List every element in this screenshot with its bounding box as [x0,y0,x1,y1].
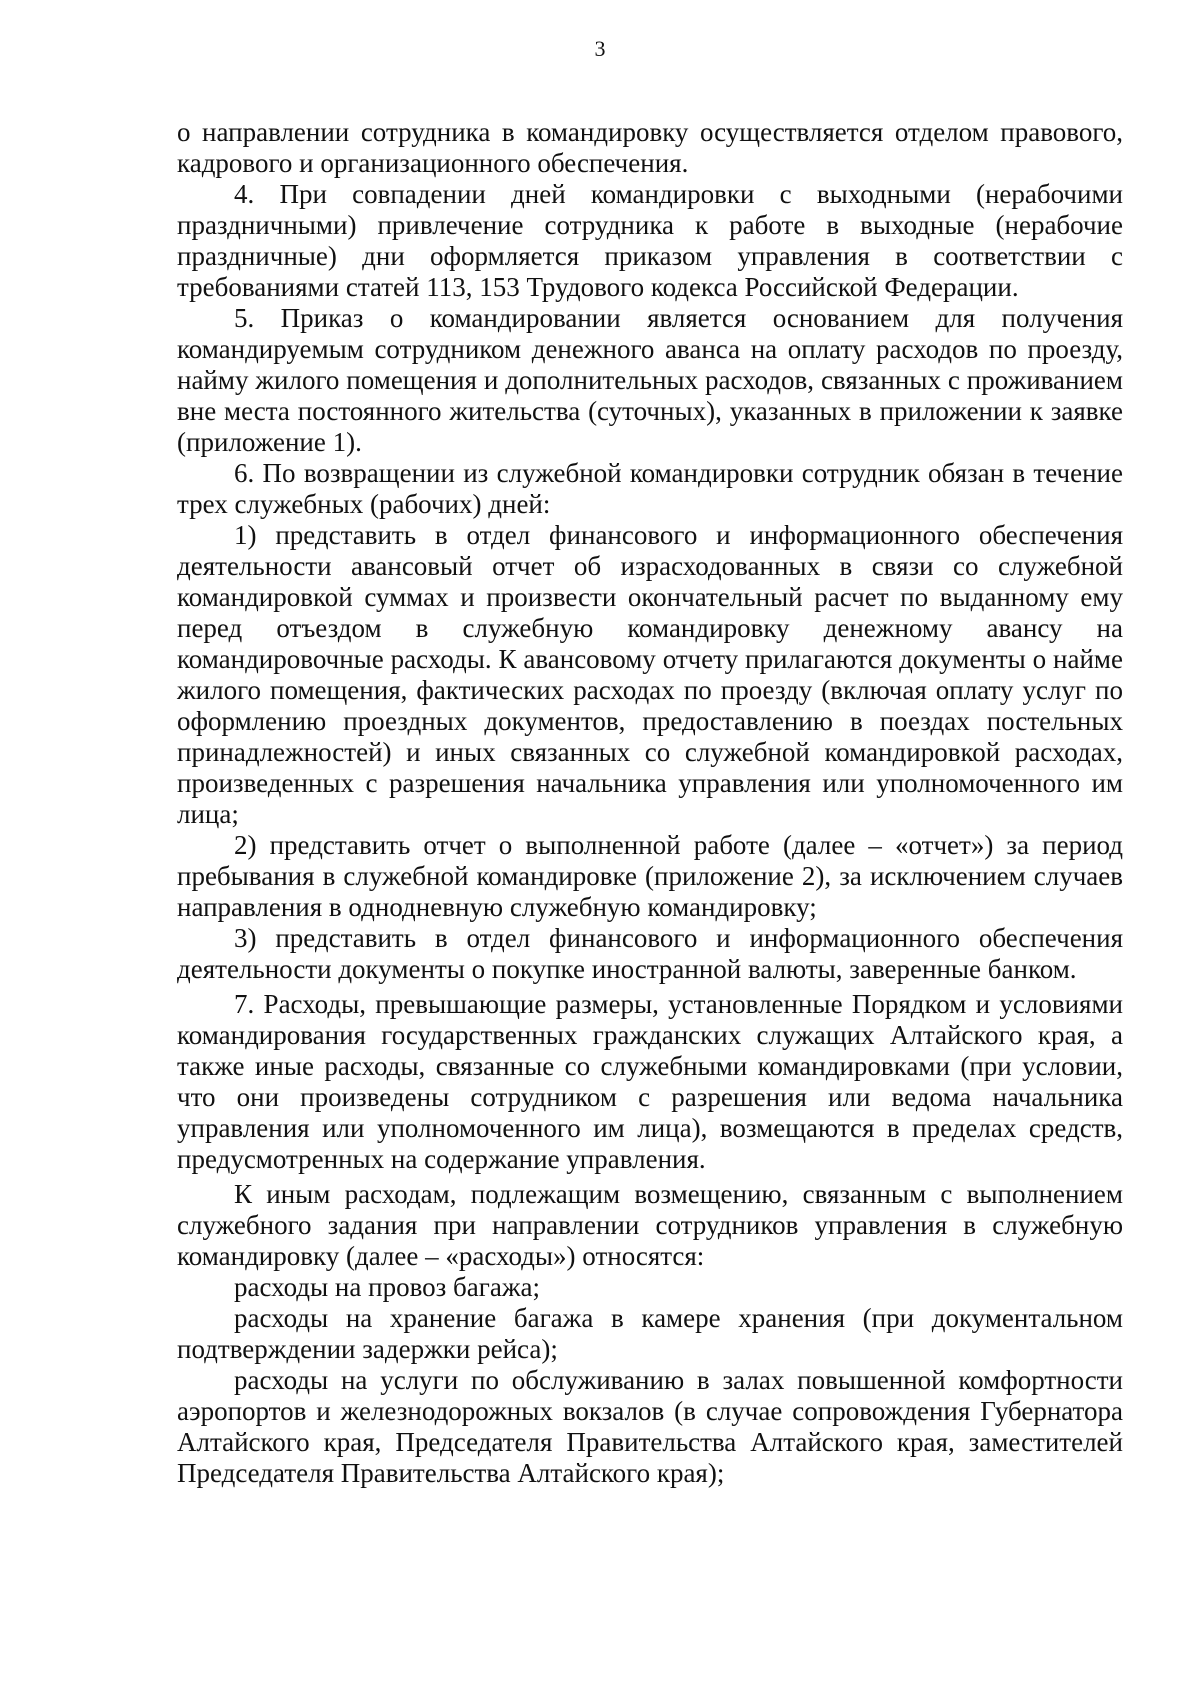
paragraph-expense-baggage-storage: расходы на хранение багажа в камере хранения (при документальном подтверждении задержки рейса); [177,1303,1123,1364]
paragraph-expense-baggage-transport: расходы на провоз багажа; [234,1272,540,1302]
paragraph-subitem-2: 2) представить отчет о выполненной работе (далее – «отчет») за период пребывания в служебной командировке (приложение 2), за исключением случаев направления в однодневную служебную командировку; [177,830,1123,922]
paragraph-subitem-3: 3) представить в отдел финансового и информационного обеспечения деятельности документы о покупке иностранной валюты, заверенные банком. [177,923,1123,984]
paragraph-expense-vip-lounges: расходы на услуги по обслуживанию в залах повышенной комфортности аэропортов и железнодорожных вокзалов (в случае сопровождения Губернатора Алтайского края, Председателя Правительства Алтайского края, заместителей Председателя Правительства Алтайского края); [177,1365,1123,1488]
paragraph-subitem-1: 1) представить в отдел финансового и информационного обеспечения деятельности авансовый отчет об израсходованных в связи со служебной командировкой суммах и произвести окончательный расчет по выданному ему перед отъездом в служебную командировку денежному авансу на командировочные расходы. К авансовому отчету прилагаются документы о найме жилого помещения, фактических расходах по проезду (включая оплату услуг по оформлению проездных документов, предоставлению в поездах постельных принадлежностей) и иных связанных со служебной командировкой расходах, произведенных с разрешения начальника управления или уполномоченного им лица; [177,520,1123,829]
paragraph-continuation: о направлении сотрудника в командировку осуществляется отделом правового, кадрового и организационного обеспечения. [177,117,1123,178]
paragraph-other-expenses: К иным расходам, подлежащим возмещению, связанным с выполнением служебного задания при направлении сотрудников управления в служебную командировку (далее – «расходы») относятся: [177,1179,1123,1271]
paragraph-item-7: 7. Расходы, превышающие размеры, установленные Порядком и условиями командирования государственных гражданских служащих Алтайского края, а также иные расходы, связанные со служебными командировками (при условии, что они произведены сотрудником с разрешения или ведома начальника управления или уполномоченного им лица), возмещаются в пределах средств, предусмотренных на содержание управления. [177,989,1123,1174]
paragraph-item-6: 6. По возвращении из служебной командировки сотрудник обязан в течение трех служебных (рабочих) дней: [177,458,1123,519]
document-body [177,117,1123,1489]
paragraph-item-4: 4. При совпадении дней командировки с выходными (нерабочими праздничными) привлечение сотрудника к работе в выходные (нерабочие праздничные) дни оформляется приказом управления в соответствии с требованиями статей 113, 153 Трудового кодекса Российской Федерации. [177,179,1123,302]
paragraph-item-5: 5. Приказ о командировании является основанием для получения командируемым сотрудником денежного аванса на оплату расходов по проезду, найму жилого помещения и дополнительных расходов, связанных с проживанием вне места постоянного жительства (суточных), указанных в приложении к заявке (приложение 1). [177,303,1123,457]
page-number: 3 [594,36,606,61]
